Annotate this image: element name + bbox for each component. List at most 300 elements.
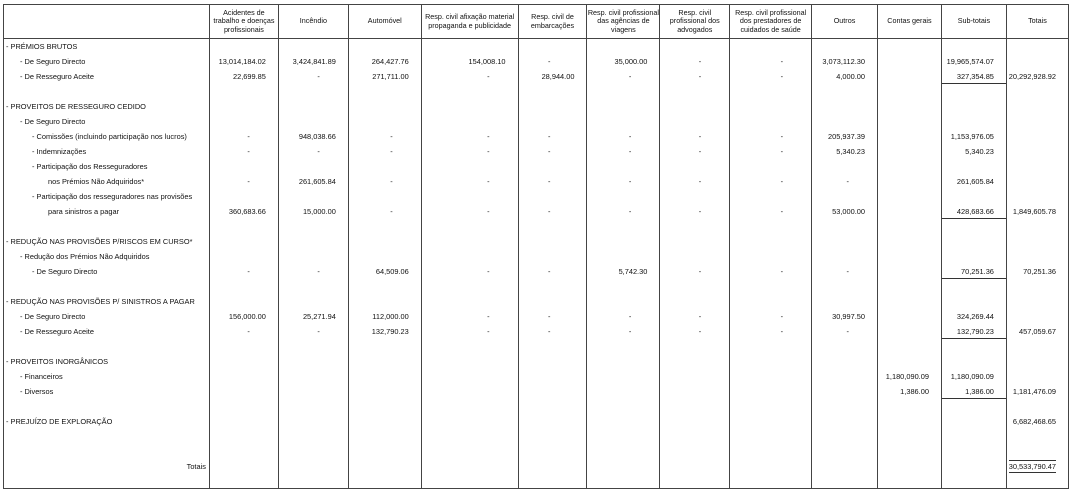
empty-cell — [421, 399, 518, 414]
empty-cell — [421, 159, 518, 174]
empty-cell — [209, 234, 278, 249]
row-label: Totais — [4, 459, 210, 474]
value-cell — [518, 69, 587, 84]
cell-value: 948,038.66 — [298, 131, 336, 141]
column-header: Contas gerais — [877, 5, 941, 39]
empty-cell — [1006, 279, 1068, 294]
empty-cell — [877, 354, 941, 369]
empty-cell — [348, 39, 421, 54]
value-cell — [660, 324, 730, 339]
cell-value: - — [487, 326, 490, 336]
empty-cell — [587, 219, 660, 234]
value-cell — [730, 309, 812, 324]
empty-cell — [518, 84, 587, 99]
value-cell — [812, 204, 878, 219]
table-row — [4, 189, 1069, 204]
row-label: - De Seguro Directo — [4, 114, 210, 129]
value-cell — [209, 129, 278, 144]
empty-cell — [877, 144, 941, 159]
empty-cell — [660, 384, 730, 399]
value-cell — [348, 174, 421, 189]
empty-cell — [209, 339, 278, 354]
empty-cell — [278, 474, 348, 489]
empty-cell — [877, 294, 941, 309]
spacer-row — [4, 84, 1069, 99]
cell-value: 5,340.23 — [836, 146, 865, 156]
empty-cell — [518, 459, 587, 474]
empty-cell — [660, 354, 730, 369]
empty-cell — [730, 399, 812, 414]
empty-cell — [421, 294, 518, 309]
cell-value: - — [698, 131, 702, 141]
value-cell — [1006, 264, 1068, 279]
table-row — [4, 99, 1069, 114]
empty-cell — [421, 474, 518, 489]
value-cell — [278, 324, 348, 339]
cell-value: 261,605.84 — [298, 176, 336, 186]
cell-value: 428,683.66 — [956, 206, 994, 216]
empty-cell — [877, 249, 941, 264]
cell-value: 64,509.06 — [375, 266, 409, 276]
empty-cell — [812, 474, 878, 489]
column-header: Resp. civil profissional dos prestadores de cuidados de saúde — [730, 5, 812, 39]
value-cell — [1006, 204, 1068, 219]
cell-value: - — [317, 326, 320, 336]
cell-value: - — [698, 206, 702, 216]
value-cell — [660, 204, 730, 219]
column-header: Automóvel — [348, 5, 421, 39]
value-cell — [518, 324, 587, 339]
empty-cell — [877, 474, 941, 489]
table-row — [4, 114, 1069, 129]
cell-value: - — [780, 56, 784, 66]
cell-value: - — [698, 311, 702, 321]
cell-value: 1,181,476.09 — [1012, 386, 1056, 396]
value-cell — [660, 129, 730, 144]
empty-cell — [421, 279, 518, 294]
row-label: - De Seguro Directo — [4, 309, 210, 324]
cell-value: - — [317, 266, 320, 276]
empty-cell — [209, 384, 278, 399]
empty-cell — [278, 444, 348, 459]
empty-cell — [660, 159, 730, 174]
empty-cell — [518, 429, 587, 444]
table-row — [4, 414, 1069, 429]
empty-cell — [518, 114, 587, 129]
value-cell — [209, 204, 278, 219]
column-header: Incêndio — [278, 5, 348, 39]
spacer-row — [4, 219, 1069, 234]
empty-cell — [278, 294, 348, 309]
empty-cell — [660, 279, 730, 294]
column-header: Sub-totais — [941, 5, 1006, 39]
cell-value: - — [390, 206, 393, 216]
value-cell — [518, 309, 587, 324]
value-cell — [941, 69, 1006, 84]
empty-cell — [1006, 249, 1068, 264]
cell-value: - — [698, 71, 702, 81]
empty-cell — [209, 459, 278, 474]
cell-value: - — [247, 131, 250, 141]
cell-value: 5,742.30 — [618, 266, 648, 276]
value-cell — [209, 54, 278, 69]
cell-value: - — [547, 311, 551, 321]
empty-cell — [518, 99, 587, 114]
cell-value: - — [487, 146, 490, 156]
row-label: - Participação dos Resseguradores — [4, 159, 210, 174]
empty-cell — [278, 99, 348, 114]
empty-cell — [660, 249, 730, 264]
cell-value: - — [780, 146, 784, 156]
empty-cell — [660, 189, 730, 204]
empty-cell — [278, 369, 348, 384]
empty-cell — [877, 84, 941, 99]
empty-cell — [730, 354, 812, 369]
cell-value: - — [487, 206, 490, 216]
cell-value: 13,014,184.02 — [218, 56, 266, 66]
cell-value: 30,533,790.47 — [1008, 461, 1056, 471]
cell-value: - — [547, 131, 551, 141]
empty-cell — [730, 159, 812, 174]
empty-cell — [730, 294, 812, 309]
empty-cell — [1006, 189, 1068, 204]
empty-cell — [660, 219, 730, 234]
cell-value: - — [487, 311, 490, 321]
value-cell — [518, 174, 587, 189]
empty-cell — [1006, 354, 1068, 369]
empty-cell — [421, 459, 518, 474]
empty-cell — [941, 234, 1006, 249]
empty-cell — [812, 414, 878, 429]
empty-cell — [812, 219, 878, 234]
value-cell — [278, 69, 348, 84]
value-cell — [421, 144, 518, 159]
empty-cell — [877, 189, 941, 204]
row-label: - PROVEITOS INORGÂNICOS — [4, 354, 210, 369]
empty-cell — [209, 189, 278, 204]
empty-cell — [518, 399, 587, 414]
empty-cell — [209, 99, 278, 114]
value-cell — [518, 144, 587, 159]
empty-cell — [421, 429, 518, 444]
empty-cell — [587, 474, 660, 489]
empty-cell — [877, 324, 941, 339]
value-cell — [518, 204, 587, 219]
cell-value: 53,000.00 — [832, 206, 865, 216]
cell-value: - — [628, 311, 632, 321]
empty-cell — [209, 39, 278, 54]
value-cell — [660, 69, 730, 84]
value-cell — [1006, 459, 1068, 474]
cell-value: 3,424,841.89 — [292, 56, 336, 66]
column-header: Resp. civil de embarcações — [518, 5, 587, 39]
empty-cell — [660, 294, 730, 309]
row-label: - Diversos — [4, 384, 210, 399]
row-label: - PRÉMIOS BRUTOS — [4, 39, 210, 54]
empty-cell — [348, 294, 421, 309]
header-row — [4, 5, 1069, 39]
cell-value: - — [247, 146, 250, 156]
empty-cell — [348, 384, 421, 399]
cell-value: - — [317, 146, 320, 156]
column-header: Resp. civil profissional das agências de viagens — [587, 5, 660, 39]
empty-cell — [1006, 114, 1068, 129]
header-blank — [4, 5, 210, 39]
empty-cell — [209, 159, 278, 174]
cell-value: 4,000.00 — [836, 71, 865, 81]
empty-cell — [1006, 174, 1068, 189]
value-cell — [941, 144, 1006, 159]
empty-cell — [518, 444, 587, 459]
empty-cell — [877, 399, 941, 414]
value-cell — [660, 309, 730, 324]
value-cell — [941, 264, 1006, 279]
cell-value: 15,000.00 — [302, 206, 336, 216]
empty-cell — [730, 249, 812, 264]
empty-cell — [587, 294, 660, 309]
empty-cell — [209, 429, 278, 444]
empty-cell — [877, 459, 941, 474]
empty-cell — [941, 339, 1006, 354]
empty-cell — [812, 39, 878, 54]
empty-cell — [278, 114, 348, 129]
empty-cell — [730, 474, 812, 489]
empty-cell — [518, 249, 587, 264]
empty-cell — [4, 279, 210, 294]
spacer-row — [4, 429, 1069, 444]
empty-cell — [587, 444, 660, 459]
empty-cell — [730, 189, 812, 204]
empty-cell — [660, 339, 730, 354]
empty-cell — [278, 189, 348, 204]
empty-cell — [941, 294, 1006, 309]
empty-cell — [209, 294, 278, 309]
empty-cell — [941, 279, 1006, 294]
empty-cell — [812, 84, 878, 99]
empty-cell — [877, 339, 941, 354]
cell-value: 1,849,605.78 — [1012, 206, 1056, 216]
empty-cell — [730, 444, 812, 459]
empty-cell — [4, 444, 210, 459]
empty-cell — [587, 339, 660, 354]
value-cell — [730, 204, 812, 219]
empty-cell — [877, 264, 941, 279]
value-cell — [941, 369, 1006, 384]
value-cell — [812, 324, 878, 339]
value-cell — [1006, 324, 1068, 339]
cell-value: - — [780, 326, 784, 336]
value-cell — [421, 264, 518, 279]
value-cell — [941, 174, 1006, 189]
cell-value: - — [780, 131, 784, 141]
value-cell — [587, 174, 660, 189]
cell-value: - — [698, 326, 702, 336]
value-cell — [941, 129, 1006, 144]
cell-value: 35,000.00 — [614, 56, 648, 66]
empty-cell — [4, 219, 210, 234]
cell-value: 19,965,574.07 — [946, 56, 994, 66]
empty-cell — [730, 39, 812, 54]
empty-cell — [660, 444, 730, 459]
empty-cell — [518, 294, 587, 309]
value-cell — [812, 54, 878, 69]
value-cell — [660, 54, 730, 69]
value-cell — [421, 69, 518, 84]
empty-cell — [278, 39, 348, 54]
empty-cell — [209, 114, 278, 129]
empty-cell — [1006, 54, 1068, 69]
empty-cell — [1006, 294, 1068, 309]
empty-cell — [587, 84, 660, 99]
empty-cell — [877, 204, 941, 219]
empty-cell — [941, 39, 1006, 54]
column-header: Resp. civil afixação material propaganda e publicidade — [421, 5, 518, 39]
cell-value: 327,354.85 — [956, 71, 994, 81]
empty-cell — [209, 84, 278, 99]
empty-cell — [209, 444, 278, 459]
value-cell — [587, 264, 660, 279]
empty-cell — [421, 39, 518, 54]
empty-cell — [1006, 399, 1068, 414]
empty-cell — [877, 219, 941, 234]
empty-cell — [941, 399, 1006, 414]
empty-cell — [587, 459, 660, 474]
empty-cell — [730, 84, 812, 99]
cell-value: - — [547, 326, 551, 336]
cell-value: 3,073,112.30 — [822, 56, 865, 66]
empty-cell — [660, 429, 730, 444]
value-cell — [278, 174, 348, 189]
empty-cell — [877, 54, 941, 69]
empty-cell — [587, 429, 660, 444]
empty-cell — [518, 354, 587, 369]
value-cell — [812, 144, 878, 159]
empty-cell — [587, 39, 660, 54]
empty-cell — [278, 384, 348, 399]
value-cell — [1006, 414, 1068, 429]
cell-value: 5,340.23 — [965, 146, 994, 156]
empty-cell — [730, 339, 812, 354]
value-cell — [587, 309, 660, 324]
cell-value: 132,790.23 — [371, 326, 409, 336]
table-row — [4, 264, 1069, 279]
empty-cell — [660, 234, 730, 249]
value-cell — [348, 309, 421, 324]
empty-cell — [1006, 474, 1068, 489]
empty-cell — [518, 39, 587, 54]
empty-cell — [518, 474, 587, 489]
row-label: - De Seguro Directo — [4, 54, 210, 69]
empty-cell — [278, 399, 348, 414]
value-cell — [877, 369, 941, 384]
spacer-row — [4, 279, 1069, 294]
empty-cell — [518, 234, 587, 249]
value-cell — [278, 204, 348, 219]
value-cell — [587, 54, 660, 69]
value-cell — [660, 174, 730, 189]
empty-cell — [348, 369, 421, 384]
empty-cell — [518, 414, 587, 429]
empty-cell — [1006, 144, 1068, 159]
empty-cell — [421, 414, 518, 429]
empty-cell — [518, 339, 587, 354]
table-row — [4, 249, 1069, 264]
row-label: - REDUÇÃO NAS PROVISÕES P/RISCOS EM CURSO* — [4, 234, 210, 249]
empty-cell — [877, 69, 941, 84]
cell-value: - — [547, 56, 551, 66]
row-label: - De Resseguro Aceite — [4, 69, 210, 84]
empty-cell — [348, 279, 421, 294]
empty-cell — [587, 159, 660, 174]
empty-cell — [812, 459, 878, 474]
empty-cell — [730, 234, 812, 249]
table-row — [4, 384, 1069, 399]
empty-cell — [1006, 444, 1068, 459]
table-row — [4, 234, 1069, 249]
value-cell — [1006, 384, 1068, 399]
cell-value: 1,153,976.05 — [950, 131, 994, 141]
value-cell — [812, 69, 878, 84]
value-cell — [209, 144, 278, 159]
empty-cell — [877, 429, 941, 444]
cell-value: 457,059.67 — [1019, 326, 1056, 336]
empty-cell — [209, 369, 278, 384]
table-row — [4, 294, 1069, 309]
cell-value: - — [390, 176, 393, 186]
empty-cell — [587, 114, 660, 129]
empty-cell — [421, 234, 518, 249]
value-cell — [941, 309, 1006, 324]
column-header: Resp. civil profissional dos advogados — [660, 5, 730, 39]
value-cell — [421, 54, 518, 69]
empty-cell — [348, 399, 421, 414]
cell-value: - — [487, 266, 490, 276]
cell-value: 70,251.36 — [1023, 266, 1056, 276]
empty-cell — [4, 84, 210, 99]
row-label: - De Seguro Directo — [4, 264, 210, 279]
empty-cell — [660, 84, 730, 99]
empty-cell — [1006, 234, 1068, 249]
empty-cell — [348, 354, 421, 369]
cell-value: 205,937.39 — [827, 131, 865, 141]
empty-cell — [660, 369, 730, 384]
empty-cell — [877, 114, 941, 129]
empty-cell — [421, 444, 518, 459]
empty-cell — [877, 279, 941, 294]
empty-cell — [348, 444, 421, 459]
empty-cell — [730, 99, 812, 114]
row-label: - PREJUÍZO DE EXPLORAÇÃO — [4, 414, 210, 429]
empty-cell — [941, 219, 1006, 234]
cell-value: - — [628, 326, 632, 336]
value-cell — [1006, 69, 1068, 84]
row-label: - REDUÇÃO NAS PROVISÕES P/ SINISTROS A PAGAR — [4, 294, 210, 309]
table-row — [4, 204, 1069, 219]
empty-cell — [209, 279, 278, 294]
empty-cell — [812, 114, 878, 129]
empty-cell — [1006, 369, 1068, 384]
value-cell — [730, 54, 812, 69]
cell-value: - — [487, 131, 490, 141]
cell-value: 132,790.23 — [956, 326, 994, 336]
cell-value: - — [628, 146, 632, 156]
cell-value: - — [846, 326, 849, 336]
empty-cell — [278, 84, 348, 99]
cell-value: - — [846, 176, 849, 186]
empty-cell — [812, 249, 878, 264]
row-label: - De Resseguro Aceite — [4, 324, 210, 339]
empty-cell — [587, 279, 660, 294]
